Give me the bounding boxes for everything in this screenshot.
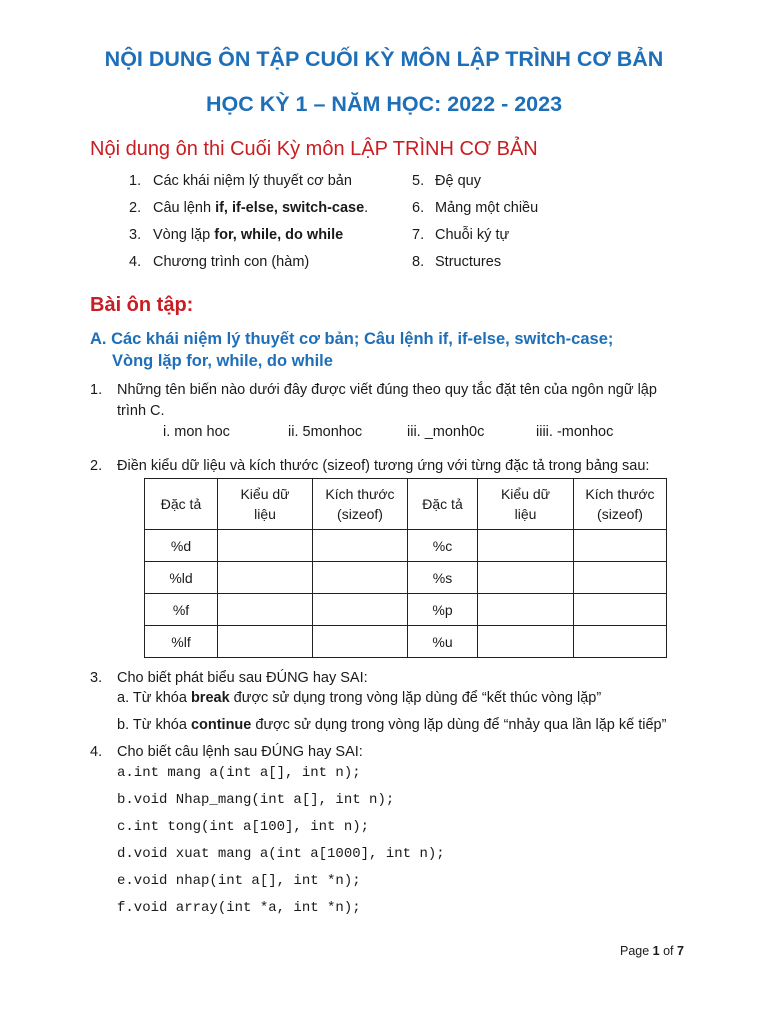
item-suffix: . (364, 200, 369, 216)
question-3-statement-b (117, 717, 666, 733)
syllabus-item-number: 5. (412, 173, 425, 189)
question-number: 4. (90, 744, 103, 760)
code-line: a.int mang a(int a[], int n); (117, 765, 361, 781)
syllabus-item-text (153, 200, 368, 216)
syllabus-item-text: Mảng một chiều (435, 200, 539, 216)
syllabus-item (129, 227, 141, 243)
code-line: d.void xuat mang a(int a[1000], int n); (117, 846, 445, 862)
part-a-heading-line2: Vòng lặp for, while, do while (112, 352, 333, 370)
item-text: Các khái niệm lý thuyết cơ bản (153, 173, 352, 189)
item-keyword: if, if-else, switch-case (215, 200, 365, 216)
statement-keyword: break (190, 690, 230, 706)
total-pages: 7 (677, 944, 684, 958)
table-row (145, 594, 667, 626)
syllabus-item-text (153, 227, 343, 243)
syllabus-item-text: Chuỗi ký tự (435, 227, 510, 243)
syllabus-item (129, 173, 141, 189)
syllabus-item (129, 254, 141, 270)
document-title-line1: NỘI DUNG ÔN TẬP CUỐI KỲ MÔN LẬP TRÌNH CƠ BẢN (104, 47, 664, 71)
page-label: Page (620, 944, 653, 958)
table-cell (574, 594, 667, 626)
item-number: 4. (129, 254, 142, 270)
syllabus-item-text (153, 254, 309, 270)
table-header-cell: Kiểu dữ liệu (478, 479, 574, 530)
of-label: of (659, 944, 677, 958)
table-row (145, 562, 667, 594)
table-cell (313, 594, 408, 626)
table-cell: %s (408, 562, 478, 594)
statement-text: được sử dụng trong vòng lặp dùng để “nhảy qua lần lặp kế tiếp” (251, 717, 667, 733)
answer-option: iiii. -monhoc (536, 424, 614, 440)
table-cell (478, 626, 574, 658)
syllabus-item (129, 200, 141, 216)
table-cell (574, 530, 667, 562)
table-cell: %d (145, 530, 218, 562)
syllabus-heading-course: LẬP TRÌNH CƠ BẢN (350, 138, 538, 160)
table-cell: %u (408, 626, 478, 658)
table-cell (574, 626, 667, 658)
table-cell (218, 530, 313, 562)
syllabus-heading (90, 138, 538, 161)
code-line: c.int tong(int a[100], int n); (117, 819, 370, 835)
table-row (145, 530, 667, 562)
table-cell: %ld (145, 562, 218, 594)
table-cell (313, 562, 408, 594)
code-line: f.void array(int *a, int *n); (117, 900, 361, 916)
table-header-cell: Kích thước (sizeof) (313, 479, 408, 530)
table-cell (218, 562, 313, 594)
answer-option: ii. 5monhoc (288, 424, 363, 440)
part-a-heading-line1: A. Các khái niệm lý thuyết cơ bản; Câu lệnh if, if-else, switch-case; (90, 330, 614, 348)
question-number: 3. (90, 670, 103, 686)
question-number: 2. (90, 458, 103, 474)
syllabus-heading-prefix: Nội dung ôn thi Cuối Kỳ môn (90, 138, 351, 160)
question-4-text: Cho biết câu lệnh sau ĐÚNG hay SAI: (117, 744, 363, 760)
table-header-cell: Kiểu dữ liệu (218, 479, 313, 530)
table-cell (218, 626, 313, 658)
table-cell (313, 530, 408, 562)
table-cell (478, 530, 574, 562)
table-header-cell: Đặc tả (145, 479, 218, 530)
item-keyword: for, while, do while (214, 227, 344, 243)
question-1-text-line2: trình C. (117, 403, 165, 419)
statement-text: b. Từ khóa (117, 717, 191, 733)
item-number: 2. (129, 200, 142, 216)
question-1-text-line1: Những tên biến nào dưới đây được viết đúng theo quy tắc đặt tên của ngôn ngữ lập (117, 382, 657, 398)
statement-text: được sử dụng trong vòng lặp dùng để “kết thúc vòng lặp” (229, 690, 602, 706)
code-line: e.void nhap(int a[], int *n); (117, 873, 361, 889)
table-cell: %p (408, 594, 478, 626)
item-text: Câu lệnh (153, 200, 216, 216)
syllabus-item-number: 6. (412, 200, 425, 216)
syllabus-item-text (153, 173, 352, 189)
syllabus-item-number: 8. (412, 254, 425, 270)
syllabus-item-number: 7. (412, 227, 425, 243)
table-header-row (145, 479, 667, 530)
question-2-text: Điền kiểu dữ liệu và kích thước (sizeof) tương ứng với từng đặc tả trong bảng sau: (117, 458, 650, 474)
exercises-heading: Bài ôn tập: (90, 294, 194, 316)
item-text: Vòng lặp (153, 227, 215, 243)
code-line: b.void Nhap_mang(int a[], int n); (117, 792, 395, 808)
table-header-cell: Đặc tả (408, 479, 478, 530)
answer-option: i. mon hoc (163, 424, 230, 440)
question-number: 1. (90, 382, 103, 398)
syllabus-item-text: Đệ quy (435, 173, 481, 189)
table-cell: %c (408, 530, 478, 562)
document-title-line2: HỌC KỲ 1 – NĂM HỌC: 2022 - 2023 (205, 92, 563, 116)
table-cell (574, 562, 667, 594)
question-3-text: Cho biết phát biểu sau ĐÚNG hay SAI: (117, 670, 368, 686)
table-row (145, 626, 667, 658)
answer-option: iii. _monh0c (407, 424, 485, 440)
statement-text: a. Từ khóa (117, 690, 191, 706)
item-number: 3. (129, 227, 142, 243)
table-cell (218, 594, 313, 626)
table-header-cell: Kích thước (sizeof) (574, 479, 667, 530)
current-page: 1 (652, 944, 660, 958)
table-cell (313, 626, 408, 658)
syllabus-item-text: Structures (435, 254, 502, 270)
format-specifier-table (144, 478, 667, 658)
table-cell: %f (145, 594, 218, 626)
table-cell (478, 594, 574, 626)
item-number: 1. (129, 173, 142, 189)
page-number (620, 944, 684, 958)
item-text: Chương trình con (hàm) (153, 254, 310, 270)
question-3-statement-a (117, 690, 601, 706)
statement-keyword: continue (190, 717, 252, 733)
table-cell: %lf (145, 626, 218, 658)
table-cell (478, 562, 574, 594)
